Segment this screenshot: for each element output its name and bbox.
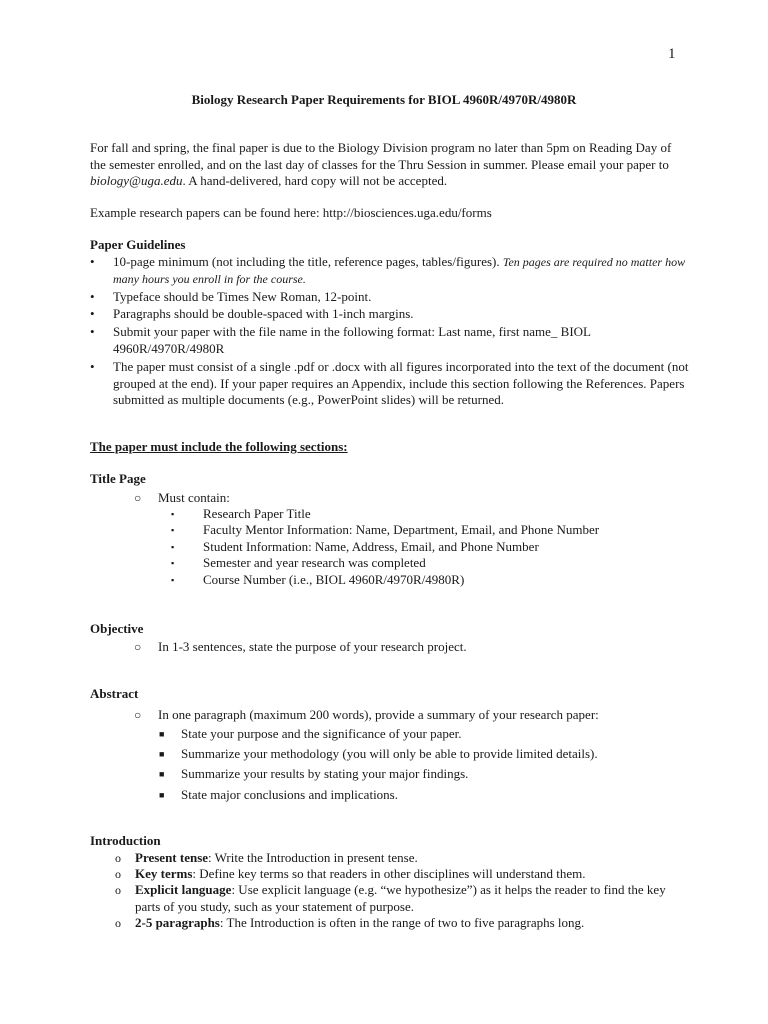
bullet-marker: •: [90, 254, 95, 269]
page-number: 1: [668, 46, 676, 62]
item-text: : The Introduction is often in the range of two to five paragraphs long.: [219, 915, 585, 930]
guideline-text: 10-page minimum (not including the title, reference pages, tables/figures).: [113, 254, 503, 269]
item-label: Explicit language: [135, 882, 232, 897]
circle-marker: ○: [134, 491, 142, 505]
abstract-subitem-text: State major conclusions and implications.: [181, 787, 398, 802]
square-marker: ■: [159, 729, 165, 739]
objective-item: [134, 639, 467, 656]
item-label: 2-5 paragraphs: [135, 915, 220, 930]
title-page-item-5: [171, 572, 465, 589]
intro-paragraph: [90, 140, 690, 190]
title-page-item-3: [171, 539, 539, 556]
abstract-text: In one paragraph (maximum 200 words), provide a summary of your research paper:: [158, 707, 599, 722]
guideline-bullet-5: [90, 359, 690, 409]
title-page-item-1: [171, 506, 311, 523]
item-label: Key terms: [135, 866, 193, 881]
bullet-marker: •: [90, 324, 95, 339]
introduction-item-4: [115, 915, 675, 932]
circle-marker: o: [115, 883, 121, 897]
bullet-marker: •: [90, 289, 95, 304]
abstract-subitem-text: Summarize your methodology (you will only be able to provide limited details).: [181, 746, 598, 761]
circle-marker: ○: [134, 708, 142, 722]
square-marker: ▪: [171, 509, 175, 519]
introduction-item-3: [115, 882, 675, 915]
title-page-item-text: Research Paper Title: [203, 506, 311, 521]
abstract-heading: Abstract: [90, 686, 139, 701]
sections-heading: The paper must include the following sections:: [90, 439, 348, 454]
document-title: Biology Research Paper Requirements for BIOL 4960R/4970R/4980R: [191, 92, 577, 107]
must-contain-text: Must contain:: [158, 490, 230, 505]
objective-text: In 1-3 sentences, state the purpose of your research project.: [158, 639, 467, 654]
title-page-must-contain: [134, 490, 230, 507]
item-text: : Write the Introduction in present tense.: [208, 850, 418, 865]
title-page-item-2: [171, 522, 600, 539]
guideline-bullet-4: [90, 324, 690, 357]
circle-marker: o: [115, 851, 121, 865]
guideline-text: Submit your paper with the file name in the following format: Last name, first name_ BIOL 4960R/4970R/4980R: [113, 324, 591, 356]
square-marker: ■: [159, 749, 165, 759]
title-page-item-text: Faculty Mentor Information: Name, Department, Email, and Phone Number: [203, 522, 600, 537]
abstract-subitem-2: [159, 746, 598, 763]
circle-marker: ○: [134, 640, 142, 654]
item-text: : Define key terms so that readers in other disciplines will understand them.: [192, 866, 586, 881]
title-page-item-text: Student Information: Name, Address, Email, and Phone Number: [203, 539, 539, 554]
abstract-subitem-4: [159, 787, 398, 804]
abstract-subitem-text: Summarize your results by stating your major findings.: [181, 766, 469, 781]
guidelines-heading: Paper Guidelines: [90, 237, 186, 252]
introduction-heading: Introduction: [90, 833, 161, 848]
abstract-subitem-text: State your purpose and the significance of your paper.: [181, 726, 462, 741]
objective-heading: Objective: [90, 621, 144, 636]
square-marker: ▪: [171, 525, 175, 535]
examples-line: Example research papers can be found here: http://biosciences.uga.edu/forms: [90, 205, 492, 220]
guideline-italic: Ten pages are required no matter how many hours you enroll in for the course.: [113, 255, 686, 286]
abstract-subitem-3: [159, 766, 469, 783]
abstract-subitem-1: [159, 726, 462, 743]
square-marker: ■: [159, 790, 165, 800]
title-page-heading: Title Page: [90, 471, 146, 486]
circle-marker: o: [115, 916, 121, 930]
introduction-item-2: [115, 866, 675, 883]
guideline-bullet-1: [90, 254, 690, 287]
guideline-bullet-2: [90, 289, 690, 306]
title-page-item-text: Semester and year research was completed: [203, 555, 426, 570]
square-marker: ▪: [171, 542, 175, 552]
guideline-text: Paragraphs should be double-spaced with 1-inch margins.: [113, 306, 414, 321]
item-text: : Use explicit language (e.g. “we hypothesize”) as it helps the reader to find the key parts of you study, such as your statement of purpose.: [135, 882, 666, 914]
introduction-item-1: [115, 850, 675, 867]
intro-text-end: . A hand-delivered, hard copy will not be accepted.: [182, 173, 448, 188]
guideline-text: Typeface should be Times New Roman, 12-point.: [113, 289, 372, 304]
title-page-item-4: [171, 555, 426, 572]
intro-text: For fall and spring, the final paper is due to the Biology Division program no later than 5pm on Reading Day of the semester enrolled, and on the last day of classes for the Thru Session in summer. Please email your paper to: [90, 140, 672, 172]
guideline-text: The paper must consist of a single .pdf or .docx with all figures incorporated into the text of the document (not grouped at the end). If your paper requires an Appendix, include this section following the References. Papers submitted as multiple documents (e.g., PowerPoint slides) will be returned.: [113, 359, 689, 407]
square-marker: ▪: [171, 558, 175, 568]
circle-marker: o: [115, 867, 121, 881]
guideline-bullet-3: [90, 306, 690, 323]
bullet-marker: •: [90, 306, 95, 321]
item-label: Present tense: [135, 850, 209, 865]
title-page-item-text: Course Number (i.e., BIOL 4960R/4970R/4980R): [203, 572, 465, 587]
email-link[interactable]: biology@uga.edu: [90, 173, 183, 188]
square-marker: ■: [159, 769, 165, 779]
square-marker: ▪: [171, 575, 175, 585]
abstract-item: [134, 707, 599, 724]
bullet-marker: •: [90, 359, 95, 374]
